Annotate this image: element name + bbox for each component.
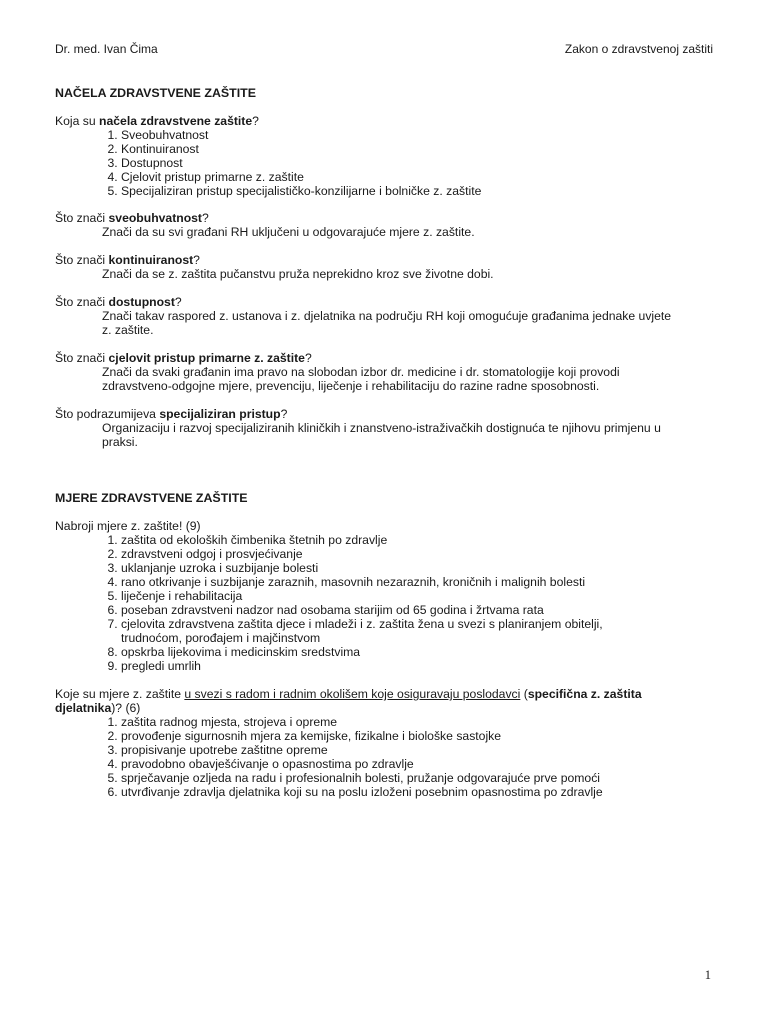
employer-measures-list	[55, 715, 710, 799]
list-item: 2. zdravstveni odgoj i prosvjećivanje	[121, 547, 658, 561]
question-specijaliziran-pristup	[55, 407, 688, 449]
answer-text: Znači da se z. zaštita pučanstvu pruža neprekidno kroz sve životne dobi.	[102, 267, 494, 281]
list-item: 4. rano otkrivanje i suzbijanje zaraznih, masovnih nezaraznih, kroničnih i malignih bolesti	[121, 575, 658, 589]
list-item: 5. Specijaliziran pristup specijalističko-konzilijarne i bolničke z. zaštite	[121, 184, 688, 198]
answer-text-continued: zdravstveno-odgojne mjere, prevenciju, liječenje i rehabilitaciju do razine radne sposobnosti.	[102, 379, 600, 393]
question-text: Što znači kontinuiranost?	[55, 253, 200, 267]
question-sveobuhvatnost	[55, 211, 688, 239]
question-text: Što znači dostupnost?	[55, 295, 182, 309]
answer-text: Znači da svaki građanin ima pravo na slobodan izbor dr. medicine i dr. stomatologije koji provodi	[102, 365, 620, 379]
list-item: 9. pregledi umrlih	[121, 659, 658, 673]
list-item: 3. uklanjanje uzroka i suzbijanje bolesti	[121, 561, 658, 575]
measures-list	[55, 533, 688, 673]
list-item: 1. zaštita radnog mjesta, strojeva i opreme	[121, 715, 710, 729]
answer-text: Znači da su svi građani RH uključeni u odgovarajuće mjere z. zaštite.	[102, 225, 475, 239]
question-text: Koje su mjere z. zaštite u svezi s radom i radnim okolišem koje osiguravaju poslodavci (specifična z. zaštita djelatnika)? (6)	[55, 687, 642, 715]
section-title-measures: MJERE ZDRAVSTVENE ZAŠTITE	[55, 491, 248, 505]
list-item: 5. sprječavanje ozljeda na radu i profesionalnih bolesti, pružanje odgovarajuće prve pomoći	[121, 771, 710, 785]
list-item: 1. Sveobuhvatnost	[121, 128, 688, 142]
list-item: 8. opskrba lijekovima i medicinskim sredstvima	[121, 645, 658, 659]
list-item: 3. propisivanje upotrebe zaštitne opreme	[121, 743, 710, 757]
question-text: Što znači sveobuhvatnost?	[55, 211, 209, 225]
question-principles	[55, 114, 688, 198]
answer-text-continued: z. zaštite.	[102, 323, 154, 337]
answer-text: Organizaciju i razvoj specijaliziranih kliničkih i znanstveno-istraživačkih dostignuća te njihovu primjenu u	[102, 421, 661, 435]
list-item: 7. cjelovita zdravstvena zaštita djece i mladeži i z. zaštita žena u svezi s planiranjem obitelji, trudnoćom, porođajem i majčinstvom	[121, 617, 658, 645]
list-item: 6. poseban zdravstveni nadzor nad osobama starijim od 65 godina i žrtvama rata	[121, 603, 658, 617]
section-title-principles: NAČELA ZDRAVSTVENE ZAŠTITE	[55, 86, 257, 100]
list-item: 2. provođenje sigurnosnih mjera za kemijske, fizikalne i biološke sastojke	[121, 729, 710, 743]
question-text: Što znači cjelovit pristup primarne z. zaštite?	[55, 351, 312, 365]
question-dostupnost	[55, 295, 688, 337]
question-text: Nabroji mjere z. zaštite! (9)	[55, 519, 201, 533]
question-employer-measures	[55, 687, 710, 799]
answer-text-continued: praksi.	[102, 435, 138, 449]
principles-list	[55, 128, 688, 198]
list-item: 1. zaštita od ekoloških čimbenika štetnih po zdravlje	[121, 533, 658, 547]
question-measures	[55, 519, 688, 673]
list-item: 3. Dostupnost	[121, 156, 688, 170]
question-kontinuiranost	[55, 253, 688, 281]
list-item: 6. utvrđivanje zdravlja djelatnika koji su na poslu izloženi posebnim opasnostima po zdravlje	[121, 785, 710, 799]
answer-text: Znači takav raspored z. ustanova i z. djelatnika na području RH koji omogućuje građanima jednake uvjete	[102, 309, 672, 323]
list-item: 4. pravodobno obavješćivanje o opasnostima po zdravlje	[121, 757, 710, 771]
header-title: Zakon o zdravstvenoj zaštiti	[564, 42, 713, 56]
question-text: Koja su načela zdravstvene zaštite?	[55, 114, 259, 128]
question-cjelovit-pristup	[55, 351, 688, 393]
list-item: 5. liječenje i rehabilitacija	[121, 589, 658, 603]
header-author: Dr. med. Ivan Čima	[55, 42, 158, 56]
list-item: 2. Kontinuiranost	[121, 142, 688, 156]
question-text: Što podrazumijeva specijaliziran pristup?	[55, 407, 288, 421]
page-number: 1	[704, 968, 711, 982]
list-item: 4. Cjelovit pristup primarne z. zaštite	[121, 170, 688, 184]
